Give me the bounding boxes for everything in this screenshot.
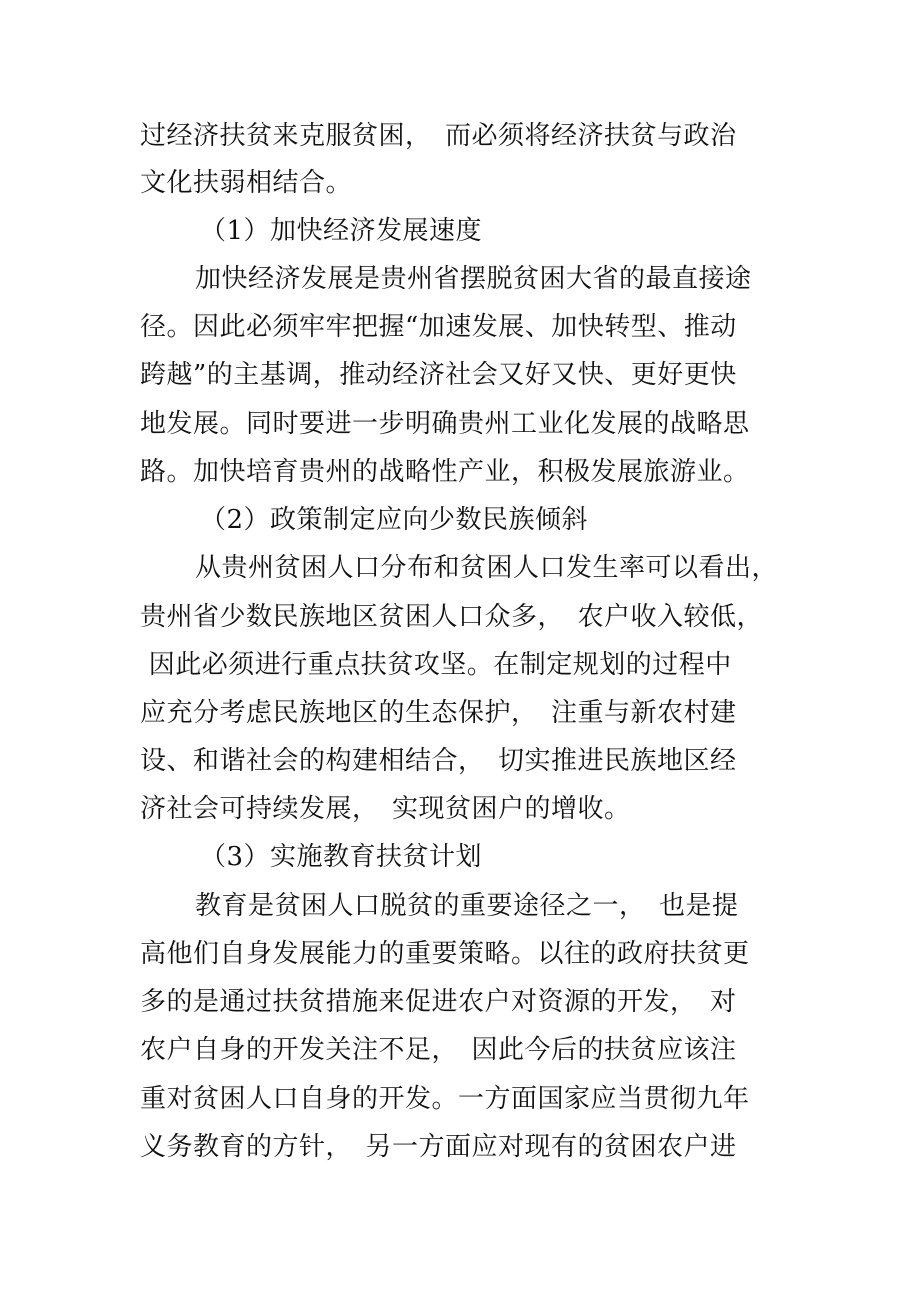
paragraph-line: 教育是贫困人口脱贫的重要途径之一， 也是提	[195, 891, 739, 921]
paragraph-line: 贵州省少数民族地区贫困人口众多， 农户收入较低，	[140, 602, 764, 632]
paragraph-line: 多的是通过扶贫措施来促进农户对资源的开发， 对	[140, 987, 737, 1017]
section-heading-2: （2）政策制定应向少数民族倾斜	[200, 505, 589, 535]
paragraph-line: 路。加快培育贵州的战略性产业，积极发展旅游业。	[140, 457, 750, 487]
section-heading-1: （1）加快经济发展速度	[200, 216, 483, 246]
paragraph-line: 重对贫困人口自身的开发。一方面国家应当贯彻九年	[140, 1084, 750, 1114]
paragraph-line: 从贵州贫困人口分布和贫困人口发生率可以看出，	[195, 553, 779, 583]
paragraph-line: 义务教育的方针， 另一方面应对现有的贫困农户进	[140, 1132, 737, 1162]
paragraph-line: 高他们自身发展能力的重要策略。以往的政府扶贫更	[140, 939, 750, 969]
paragraph-line: 加快经济发展是贵州省摆脱贫困大省的最直接途	[195, 264, 752, 294]
text-line: 文化扶弱相结合。	[140, 168, 353, 198]
paragraph-line: 设、和谐社会的构建相结合， 切实推进民族地区经	[140, 746, 737, 776]
paragraph-line: 农户自身的开发关注不足， 因此今后的扶贫应该注	[140, 1035, 737, 1065]
paragraph-line: 因此必须进行重点扶贫攻坚。在制定规划的过程中	[140, 650, 732, 680]
text-line: 过经济扶贫来克服贫困， 而必须将经济扶贫与政治	[140, 121, 737, 151]
paragraph-line: 地发展。同时要进一步明确贵州工业化发展的战略思	[140, 409, 750, 439]
section-heading-3: （3）实施教育扶贫计划	[200, 842, 483, 872]
paragraph-line: 济社会可持续发展， 实现贫困户的增收。	[140, 794, 631, 824]
paragraph-line: 径。因此必须牢牢把握“加速发展、加快转型、推动	[140, 312, 737, 342]
paragraph-line: 应充分考虑民族地区的生态保护， 注重与新农村建	[140, 698, 737, 728]
paragraph-line: 跨越”的主基调，推动经济社会又好又快、更好更快	[140, 360, 737, 390]
